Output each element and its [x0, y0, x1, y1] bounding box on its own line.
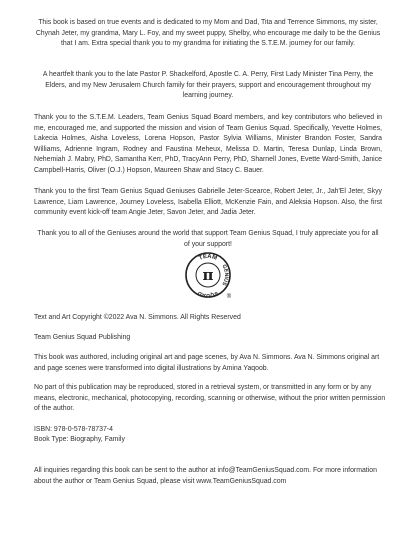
- registered-mark: ®: [226, 294, 232, 300]
- team-genius-squad-logo: [182, 249, 234, 301]
- inquiries-paragraph: All inquiries regarding this book can be sent to the author at info@TeamGeniusSquad.com. For more information about the author or Team Genius Squad, please visit www.TeamGeniusSquad.com: [34, 467, 377, 485]
- book-type-line: Book Type: Biography, Family: [34, 436, 125, 443]
- rights-notice-paragraph: No part of this publication may be reproduced, stored in a retrieval system, or transmitted in any form or by any means, electronic, mechanical, photocopying, recording, scanning or otherwise, without the prior written permission of the author.: [34, 384, 386, 412]
- all-geniuses-thanks-paragraph: Thank you to all of the Geniuses around the world that support Team Genius Squad, I truly appreciate you for all of your support!: [37, 230, 379, 248]
- copyright-line: Text and Art Copyright ©2022 Ava N. Simmons. All Rights Reserved: [34, 314, 241, 321]
- leaders-thanks-paragraph: Thank you to the S.T.E.M. Leaders, Team Genius Squad Board members, and key contributors who believed in me, encouraged me, and supported the mission and vision of Team Genius Squad. Specifically, Yevette Holmes, Lakecia Holmes, Aisha Loveless, Lorena Hopson, Pastor Sylvia Williams, Minister Brandon Foster, Sandra Williams, Adrienne Ingram, Rodney and Faustina Meheux, Melissa D. Martin, Teresa Dunlap, Linda Brown, Nehemiah J. Mabry, PhD, Samantha Kerr, PhD, TracyAnn Perry, PhD, Sharnell Jones, Evette Ward-Smith, Janice Campbell-Harris, Oliver (O.J.) Hopson, Maureen Shaw and Stacy C. Bauer.: [34, 114, 382, 174]
- logo-bottom-text: SQUAD: [196, 289, 220, 298]
- logo-top-text: TEAM: [198, 253, 218, 262]
- geniuses-thanks-paragraph: Thank you to the first Team Genius Squad Geniuses Gabrielle Jeter-Scearce, Robert Jeter, Jr., Jah'El Jeter, Skyy Lawrence, Liam Lawrence, Journey Loveless, Isabella Elliott, McKenzie Fain, and Aleksia Hopson. Also, the first community event kick-off team Angie Jeter, Savon Jeter, and Jadia Jeter.: [34, 188, 382, 216]
- isbn-line: ISBN: 978-0-578-78737-4: [34, 426, 113, 433]
- logo-right-text: GENIUS: [220, 263, 230, 287]
- svg-text:SQUAD: [197, 290, 219, 298]
- svg-text:TEAM: [198, 254, 217, 262]
- authorship-paragraph: This book was authored, including original art and page scenes, by Ava N. Simmons. Ava N. Simmons original art and page scenes were transformed into digital illustrations by Amina Yaqoob.: [34, 354, 380, 372]
- publisher-line: Team Genius Squad Publishing: [34, 334, 131, 341]
- pastors-thanks-paragraph: A heartfelt thank you to the late Pastor P. Shackelford, Apostle C. A. Perry, First Lady Minister Tina Perry, the Elders, and my New Jerusalem Church family for their prayers, support and encouragement throughout my learning journey.: [42, 71, 374, 99]
- dedication-paragraph: This book is based on true events and is dedicated to my Mom and Dad, Tita and Terrence Simmons, my sister, Chynah Jeter, my grandma, Mary L. Foy, and my sweet puppy, Shelby, who encourage me daily to be the Genius that I am. Extra special thank you to my grandma for initiating the S.T.E.M. journey for our family.: [35, 19, 381, 47]
- pi-symbol-icon: π: [202, 266, 214, 284]
